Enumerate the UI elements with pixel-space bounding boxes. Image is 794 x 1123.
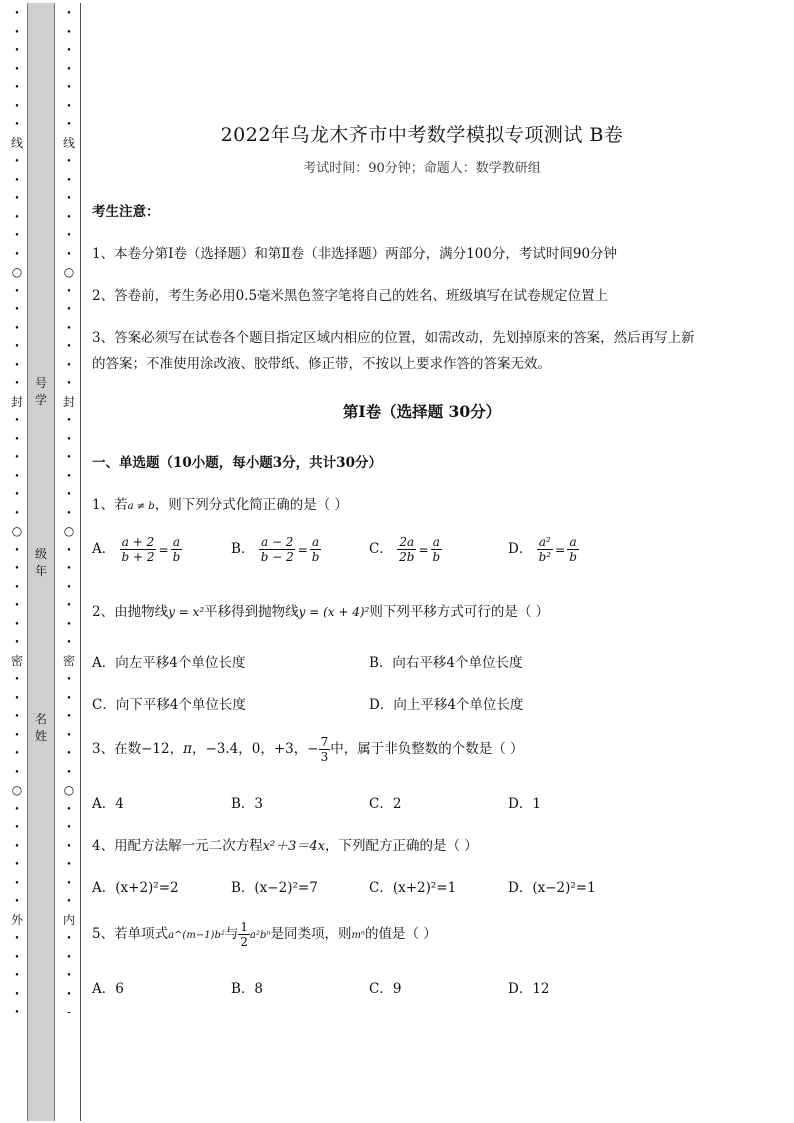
binding-inner-dot: • [66, 637, 72, 646]
binding-inner-dot: • [66, 174, 72, 184]
binding-outer-dot: • [14, 803, 20, 813]
question-1-stem: 1、若a ≠ b，则下列分式化简正确的是（ ） [92, 497, 348, 513]
binding-outer-dot: • [14, 63, 20, 73]
binding-outer-dot: • [14, 729, 20, 739]
question-1-option-a[interactable]: A． $\frac{a + 2}{b + 2}$ = $\frac{a}{b}$ [92, 535, 181, 564]
binding-outer-label: 密 [10, 653, 23, 668]
binding-outer-dot: • [14, 970, 20, 979]
binding-inner-dot: • [66, 45, 72, 54]
binding-inner-dot: • [66, 674, 72, 683]
binding-inner-dot: • [66, 618, 72, 628]
binding-inner-dot: • [66, 156, 72, 165]
binding-outer-dots [10, 4, 24, 1114]
binding-inner-dot: • [66, 470, 72, 480]
binding-outer-dot: • [14, 563, 20, 572]
binding-inner-dot: • [66, 544, 72, 554]
binding-outer-dot: • [14, 600, 20, 609]
notice-item-3-line-1: 3、答案必须写在试卷各个题目指定区域内相应的位置，如需改动，先划掉原来的答案，然后再写上新 [92, 330, 695, 346]
question-3-option-d[interactable]: D．1 [508, 796, 541, 812]
binding-outer-dot: • [14, 211, 20, 221]
binding-inner-dot: • [66, 507, 72, 517]
student-number-label: 号 学 [34, 376, 47, 407]
binding-outer-dot: • [14, 415, 20, 424]
binding-inner-dot: • [66, 248, 72, 258]
question-5-option-d[interactable]: D．12 [508, 981, 550, 997]
binding-outer-dot: • [14, 637, 20, 646]
binding-outer-dot: • [14, 174, 20, 184]
binding-inner-dot: • [66, 415, 72, 424]
binding-outer-dot: • [14, 859, 20, 868]
binding-inner-dot: • [66, 600, 72, 609]
question-2-option-a[interactable]: A．向左平移4个单位长度 [92, 655, 246, 671]
question-5-option-c[interactable]: C．9 [369, 981, 402, 997]
binding-outer-dot: • [14, 45, 20, 54]
notice-item-2: 2、答卷前，考生务必用0.5毫米黑色签字笔将自己的姓名、班级填写在试卷规定位置上 [92, 288, 609, 304]
binding-inner-dot: • [66, 322, 72, 332]
binding-outer-dot: • [14, 156, 20, 165]
binding-outer-dot: • [14, 119, 20, 128]
question-4-option-b[interactable]: B．(x−2)²=7 [231, 880, 318, 896]
name-label: 名 姓 [34, 712, 47, 743]
binding-inner-dot: • [66, 896, 72, 905]
binding-outer-label: 封 [10, 394, 23, 409]
question-4-option-d[interactable]: D．(x−2)²=1 [508, 880, 596, 896]
notice-item-3-line-2: 的答案；不准使用涂改液、胶带纸、修正带，不按以上要求作答的答案无效。 [92, 356, 551, 372]
binding-inner-dot: • [66, 26, 72, 36]
binding-outer-dot: • [14, 840, 20, 850]
binding-outer-dot: • [14, 322, 20, 332]
binding-inner-dot: • [66, 970, 72, 979]
binding-inner-dot: • [66, 378, 72, 387]
binding-outer-dot: • [14, 877, 20, 887]
binding-outer-dot: • [14, 951, 20, 961]
binding-outer-ring-mark: ○ [11, 265, 23, 279]
binding-outer-dot: • [14, 248, 20, 258]
part-heading: 一、单选题（10小题，每小题3分，共计30分） [92, 455, 382, 471]
question-4-stem: 4、用配方法解一元二次方程x²＋3＝4x，下列配方正确的是（ ） [92, 838, 478, 854]
section-title: 第I卷（选择题 30分） [342, 402, 502, 421]
binding-strip [27, 3, 55, 1121]
binding-inner-ring-mark: ○ [63, 265, 75, 279]
question-1-option-c[interactable]: C． $\frac{2a}{2b}$ = $\frac{a}{b}$ [369, 535, 441, 564]
binding-inner-label: 线 [62, 135, 75, 150]
binding-outer-dot: • [14, 507, 20, 517]
binding-outer-label: 外 [10, 912, 23, 927]
binding-inner-dot: • [66, 341, 72, 350]
binding-inner-dot: • [66, 359, 72, 369]
question-5-stem: 5、若单项式a^(m−1)b²与 $\frac{1}{2}$ a²bⁿ是同类项，则mⁿ的值是（ ） [92, 920, 437, 949]
binding-outer-dot: • [14, 618, 20, 628]
binding-inner-label: 密 [62, 653, 75, 668]
binding-inner-dot: • [66, 877, 72, 887]
binding-outer-dot: • [14, 26, 20, 36]
binding-inner-dot: • [66, 230, 72, 239]
binding-outer-dot: • [14, 452, 20, 461]
binding-inner-dot: • [66, 840, 72, 850]
binding-cut-line [80, 3, 81, 1121]
binding-inner-dot: • [66, 822, 72, 831]
exam-paper [92, 0, 752, 1123]
binding-outer-dot: • [14, 896, 20, 905]
binding-inner-dot: • [66, 951, 72, 961]
question-5-option-b[interactable]: B．8 [231, 981, 264, 997]
binding-inner-dot: • [66, 563, 72, 572]
notice-item-1: 1、本卷分第I卷（选择题）和第Ⅱ卷（非选择题）两部分，满分100分，考试时间90分钟 [92, 246, 618, 262]
exam-title: 2022年乌龙木齐市中考数学模拟专项测试 B卷 [220, 124, 624, 146]
binding-outer-dot: • [14, 674, 20, 683]
binding-outer-dot: • [14, 378, 20, 387]
binding-outer-dot: • [14, 766, 20, 776]
binding-inner-dot: • [66, 766, 72, 776]
binding-outer-label: 线 [10, 135, 23, 150]
binding-inner-dot: • [66, 433, 72, 443]
binding-inner-dot: • [66, 489, 72, 498]
question-3-stem: 3、在数−12，π，−3.4，0，+3，− $\frac{7}{3}$ 中，属于非负整数的个数是（ ） [92, 735, 524, 764]
question-2-option-c[interactable]: C．向下平移4个单位长度 [92, 697, 246, 713]
grade-label: 级 年 [34, 547, 47, 578]
question-3-option-c[interactable]: C．2 [369, 796, 402, 812]
binding-outer-dot: • [14, 285, 20, 295]
question-1-option-b[interactable]: B． $\frac{a - 2}{b - 2}$ = $\frac{a}{b}$ [231, 535, 320, 564]
binding-outer-dot: • [14, 100, 20, 110]
binding-inner-dots [62, 4, 76, 1114]
binding-inner-dot: • [66, 211, 72, 221]
binding-inner-dot: • [66, 988, 72, 998]
binding-inner-dot: • [66, 729, 72, 739]
binding-inner-dot: • [66, 285, 72, 295]
binding-inner-dot: • [66, 452, 72, 461]
question-2-option-d[interactable]: D．向上平移4个单位长度 [369, 697, 524, 713]
binding-inner-dot: • [66, 304, 72, 313]
binding-inner-ring-mark: ○ [63, 783, 75, 797]
binding-outer-dot: • [14, 988, 20, 998]
binding-inner-dot: • [66, 692, 72, 702]
binding-inner-dot: • [66, 193, 72, 202]
binding-outer-dot: • [14, 1007, 20, 1016]
binding-inner-label: 内 [62, 912, 75, 927]
binding-outer-dot: • [14, 193, 20, 202]
binding-inner-label: 封 [62, 394, 75, 409]
binding-margin [0, 0, 84, 1123]
question-4-option-a[interactable]: A．(x+2)²=2 [92, 880, 179, 896]
binding-outer-ring-mark: ○ [11, 783, 23, 797]
question-5-option-a[interactable]: A．6 [92, 981, 124, 997]
question-2-stem: 2、由抛物线y = x²平移得到抛物线y = (x + 4)²则下列平移方式可行的是（ ） [92, 604, 550, 620]
binding-inner-dot: • [66, 803, 72, 813]
binding-outer-dot: • [14, 748, 20, 757]
exam-subtitle: 考试时间：90分钟；命题人：数学教研组 [303, 161, 541, 176]
question-1-option-d[interactable]: D． $\frac{\text{a²}}{\text{b²}}$ = $\frac{a}{b}$ [508, 535, 577, 564]
binding-outer-dot: • [14, 359, 20, 369]
binding-outer-dot: • [14, 711, 20, 720]
binding-inner-dot: • [66, 100, 72, 110]
binding-outer-dot: • [14, 822, 20, 831]
question-4-option-c[interactable]: C．(x+2)²=1 [369, 880, 457, 896]
binding-inner-ring-mark: ○ [63, 524, 75, 538]
question-3-option-a[interactable]: A．4 [92, 796, 124, 812]
binding-outer-dot: • [14, 8, 20, 17]
binding-inner-dot: • [66, 119, 72, 128]
binding-inner-dot: • [66, 711, 72, 720]
binding-inner-label: - [66, 1005, 72, 1019]
binding-outer-dot: • [14, 304, 20, 313]
question-2-option-b[interactable]: B．向右平移4个单位长度 [369, 655, 523, 671]
binding-outer-dot: • [14, 470, 20, 480]
binding-inner-dot: • [66, 933, 72, 942]
binding-inner-dot: • [66, 63, 72, 73]
binding-inner-dot: • [66, 748, 72, 757]
binding-outer-dot: • [14, 433, 20, 443]
binding-outer-dot: • [14, 341, 20, 350]
question-3-option-b[interactable]: B．3 [231, 796, 264, 812]
notice-heading: 考生注意： [92, 204, 160, 220]
binding-inner-dot: • [66, 8, 72, 17]
binding-outer-dot: • [14, 581, 20, 591]
binding-outer-dot: • [14, 230, 20, 239]
binding-outer-dot: • [14, 692, 20, 702]
binding-outer-ring-mark: ○ [11, 524, 23, 538]
binding-outer-dot: • [14, 933, 20, 942]
binding-inner-dot: • [66, 859, 72, 868]
binding-outer-dot: • [14, 489, 20, 498]
binding-outer-dot: • [14, 544, 20, 554]
binding-outer-dot: • [14, 82, 20, 91]
binding-inner-dot: • [66, 82, 72, 91]
binding-inner-dot: • [66, 581, 72, 591]
